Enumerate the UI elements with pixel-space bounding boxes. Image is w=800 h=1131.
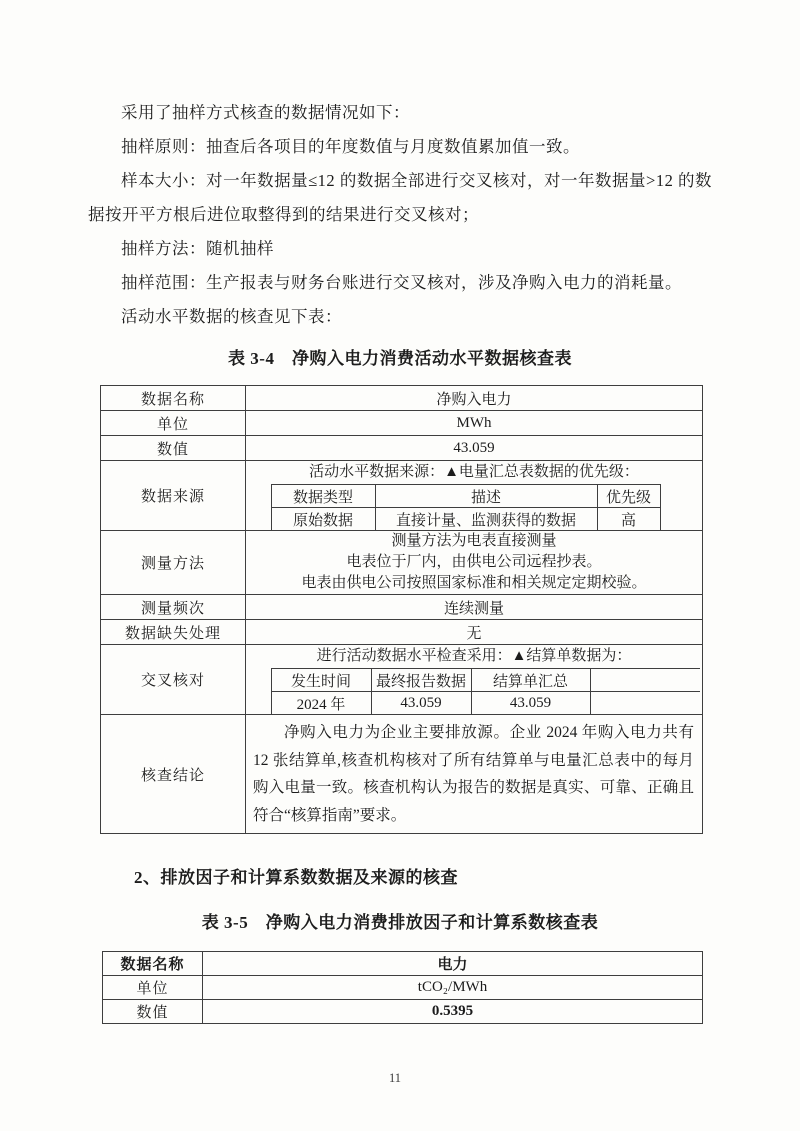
row-label-data-source: 数据来源 [101, 461, 246, 531]
section-2-heading: 2、排放因子和计算系数数据及来源的核查 [134, 868, 458, 887]
data-source-cell [246, 461, 703, 531]
paragraph-sampling-principle: 抽样原则：抽查后各项目的年度数值与月度数值累加值一致。 [121, 137, 580, 156]
row-value-data-name: 电力 [203, 952, 703, 976]
nested-empty-cell [590, 669, 700, 692]
crosscheck-cell [246, 645, 703, 715]
nested-header-data-type: 数据类型 [271, 485, 375, 508]
nested-header-row [248, 669, 700, 692]
row-label-data-name: 数据名称 [103, 952, 203, 976]
table-row-crosscheck [101, 645, 703, 715]
table-row [101, 411, 703, 436]
nested-header-description: 描述 [375, 485, 597, 508]
table-row [101, 436, 703, 461]
nested-header-final-report: 最终报告数据 [371, 669, 471, 692]
table-row [101, 386, 703, 411]
data-source-header: 活动水平数据来源：▲电量汇总表数据的优先级： [309, 464, 639, 480]
conclusion-text: 净购入电力为企业主要排放源。企业 2024 年购入电力共有 12 张结算单,核查机构核对了所有结算单与电量汇总表中的每月购入电量一致。核查机构认为报告的数据是真实、可靠、正确且符合“核算指南”要求。 [253, 724, 694, 824]
nested-cell-final-report-value: 43.059 [371, 692, 471, 715]
row-label-data-name: 数据名称 [101, 386, 246, 411]
row-value-missing-data: 无 [246, 620, 703, 645]
table-row [103, 952, 703, 976]
row-label-crosscheck: 交叉核对 [101, 645, 246, 715]
nested-header-row [248, 485, 700, 508]
nested-cell-year: 2024 年 [271, 692, 371, 715]
nested-cell-description: 直接计量、监测获得的数据 [375, 508, 597, 531]
row-value-unit: MWh [246, 411, 703, 436]
table-row [103, 1000, 703, 1024]
row-label-missing-data: 数据缺失处理 [101, 620, 246, 645]
row-value-value: 0.5395 [203, 1000, 703, 1024]
nested-header-occur-time: 发生时间 [271, 669, 371, 692]
table-row-conclusion [101, 715, 703, 834]
nested-data-row [248, 508, 700, 531]
table-row-data-source [101, 461, 703, 531]
row-label-measure-method: 测量方法 [101, 531, 246, 595]
nested-cell-raw-data: 原始数据 [271, 508, 375, 531]
paragraph-sample-size: 样本大小：对一年数据量≤12 的数据全部进行交叉核对，对一年数据量>12 的数据按开平方根后进位取整得到的结果进行交叉核对； [88, 171, 712, 224]
row-value-value: 43.059 [246, 436, 703, 461]
row-value-frequency: 连续测量 [246, 595, 703, 620]
table-3-5 [102, 951, 703, 1024]
page-number: 11 [388, 1071, 402, 1085]
measure-method-line: 电表位于厂内，由供电公司远程抄表。 [346, 554, 602, 570]
nested-empty-cell [590, 692, 700, 715]
table-row [103, 976, 703, 1000]
crosscheck-header: 进行活动数据水平检查采用：▲结算单数据为： [316, 648, 632, 664]
conclusion-cell [246, 715, 703, 834]
nested-data-row [248, 692, 700, 715]
measure-method-cell [246, 531, 703, 595]
row-value-unit: tCO₂/MWh [203, 976, 703, 1000]
nested-spacer-right [660, 485, 700, 531]
measure-method-line: 测量方法为电表直接测量 [391, 533, 557, 549]
crosscheck-nested-table [248, 668, 700, 714]
table-row [101, 595, 703, 620]
table-row-measure-method [101, 531, 703, 595]
paragraph-sampling-intro: 采用了抽样方式核查的数据情况如下： [121, 103, 410, 122]
row-label-value: 数值 [103, 1000, 203, 1024]
row-label-unit: 单位 [103, 976, 203, 1000]
paragraph-sampling-method: 抽样方法：随机抽样 [121, 239, 274, 258]
row-label-value: 数值 [101, 436, 246, 461]
nested-spacer-left [248, 485, 271, 531]
nested-header-priority: 优先级 [597, 485, 660, 508]
nested-header-settlement-sum: 结算单汇总 [471, 669, 590, 692]
row-value-data-name: 净购入电力 [246, 386, 703, 411]
table-3-4-title: 表 3-4 净购入电力消费活动水平数据核查表 [228, 349, 572, 368]
measure-method-line: 电表由供电公司按照国家标准和相关规定定期校验。 [301, 575, 647, 591]
paragraph-activity-data-note: 活动水平数据的核查见下表： [121, 307, 342, 326]
nested-cell-priority: 高 [597, 508, 660, 531]
data-source-nested-table [248, 484, 700, 530]
row-label-frequency: 测量频次 [101, 595, 246, 620]
row-label-conclusion: 核查结论 [101, 715, 246, 834]
row-label-unit: 单位 [101, 411, 246, 436]
paragraph-sampling-scope: 抽样范围：生产报表与财务台账进行交叉核对，涉及净购入电力的消耗量。 [121, 273, 682, 292]
nested-spacer-left [248, 669, 271, 715]
table-row [101, 620, 703, 645]
table-3-4 [100, 385, 703, 834]
nested-cell-settlement-value: 43.059 [471, 692, 590, 715]
table-3-5-title: 表 3-5 净购入电力消费排放因子和计算系数核查表 [201, 913, 599, 932]
